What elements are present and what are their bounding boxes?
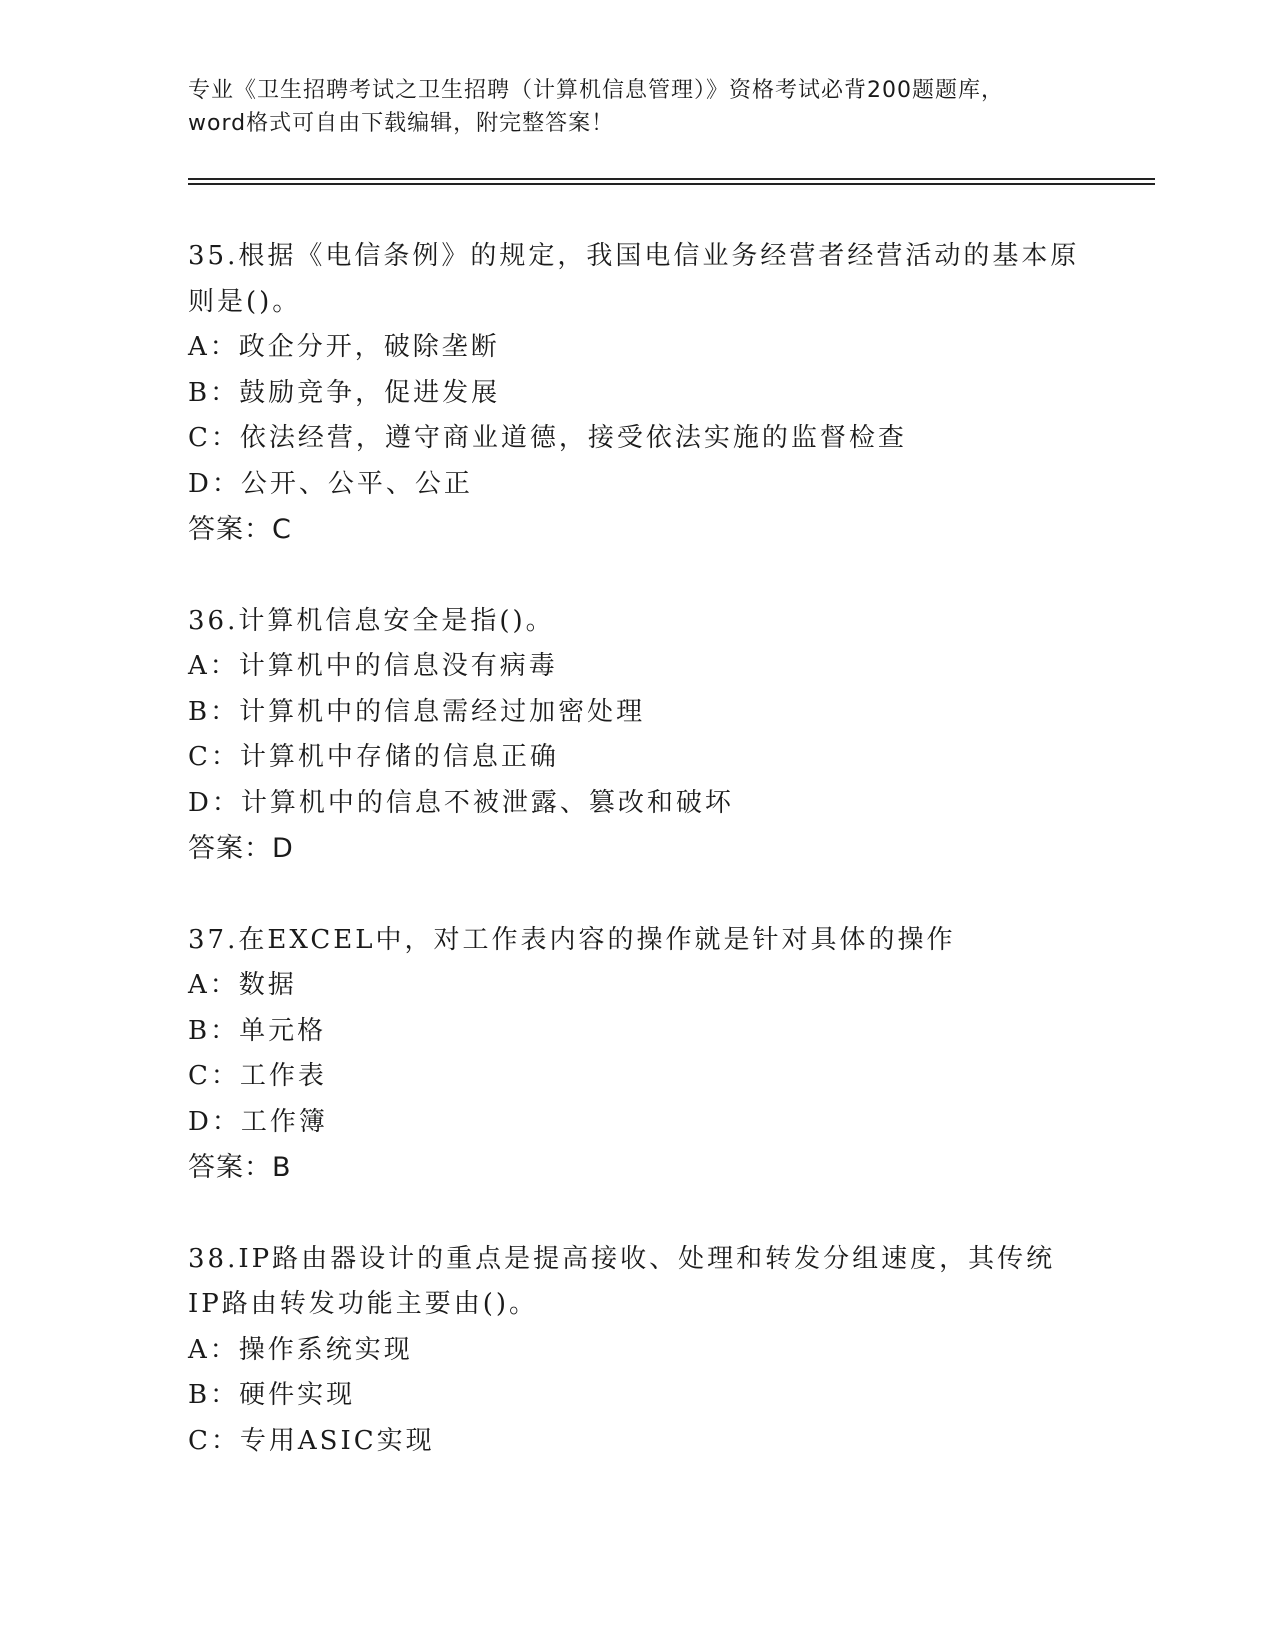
answer-option: B：鼓励竞争，促进发展 [188, 377, 501, 408]
question-stem: 36.计算机信息安全是指()。 [188, 605, 555, 636]
answer-key: 答案：B [188, 1152, 292, 1183]
answer-option: D：工作簿 [188, 1106, 328, 1137]
question-list [188, 234, 1108, 1510]
answer-option: C：计算机中存储的信息正确 [188, 742, 559, 772]
answer-option: C：工作表 [188, 1061, 327, 1091]
answer-option: A：计算机中的信息没有病毒 [188, 651, 558, 681]
question-block [188, 599, 1108, 872]
header-divider-bottom [188, 183, 1155, 185]
header-line-1: 专业《卫生招聘考试之卫生招聘（计算机信息管理）》资格考试必背200题题库， [188, 78, 1004, 103]
question-block [188, 234, 1108, 553]
question-stem: IP路由转发功能主要由()。 [188, 1289, 539, 1319]
header-divider-top [188, 178, 1155, 180]
answer-option: D：计算机中的信息不被泄露、篡改和破坏 [188, 787, 734, 818]
question-block [188, 1237, 1108, 1465]
answer-key: 答案：D [188, 833, 294, 864]
question-stem: 38.IP路由器设计的重点是提高接收、处理和转发分组速度，其传统 [188, 1243, 1056, 1274]
header-line-2: word格式可自由下载编辑，附完整答案！ [188, 111, 615, 136]
answer-option: B：硬件实现 [188, 1380, 356, 1410]
question-stem: 35.根据《电信条例》的规定，我国电信业务经营者经营活动的基本原 [188, 241, 1080, 271]
answer-option: A：数据 [188, 970, 297, 1000]
answer-key: 答案：C [188, 514, 292, 545]
answer-option: A：政企分开，破除垄断 [188, 332, 500, 362]
answer-option: C：依法经营，遵守商业道德，接受依法实施的监督检查 [188, 423, 907, 453]
answer-option: C：专用ASIC实现 [188, 1425, 435, 1456]
answer-option: B：单元格 [188, 1015, 327, 1046]
answer-option: A：操作系统实现 [188, 1334, 413, 1365]
question-stem: 则是()。 [188, 286, 302, 317]
question-block [188, 918, 1108, 1191]
answer-option: B：计算机中的信息需经过加密处理 [188, 696, 646, 727]
document-header [188, 74, 1088, 140]
answer-option: D：公开、公平、公正 [188, 468, 473, 499]
question-stem: 37.在EXCEL中，对工作表内容的操作就是针对具体的操作 [188, 924, 956, 955]
